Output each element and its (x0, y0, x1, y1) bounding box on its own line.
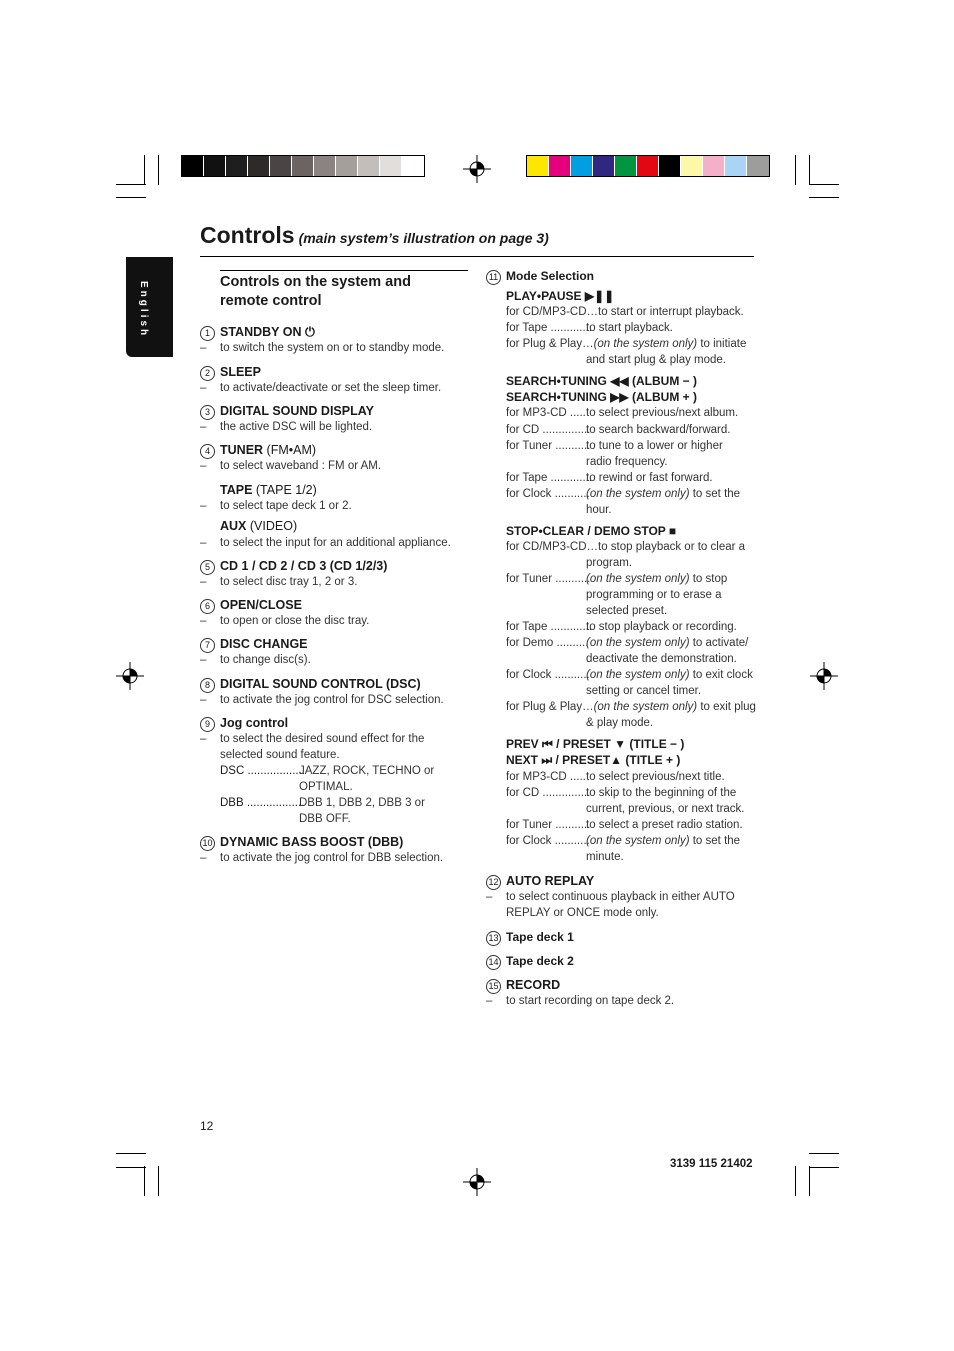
dash: – (200, 460, 207, 472)
item-heading: CD 1 / CD 2 / CD 3 (CD 1/2/3) (220, 559, 388, 573)
item-description: to switch the system on or to standby mode. (220, 342, 445, 354)
item-heading: OPEN/CLOSE (220, 598, 302, 612)
color-swatch (336, 156, 358, 176)
mode-value: current, previous, or next track. (586, 803, 745, 815)
item-number: 12 (486, 875, 501, 890)
item-description: to open or close the disc tray. (220, 615, 370, 627)
mode-label: for Tape ............. (506, 472, 593, 484)
item-number: 10 (200, 836, 215, 851)
mode-value: (on the system only) to exit clock (586, 669, 753, 681)
item-heading: Tape deck 2 (506, 954, 574, 968)
item-description: to select tape deck 1 or 2. (220, 500, 352, 512)
color-swatch (226, 156, 248, 176)
item-heading: Tape deck 1 (506, 930, 574, 944)
item-number: 2 (200, 366, 215, 381)
option-value: DBB 1, DBB 2, DBB 3 or (299, 797, 425, 809)
item-description: to select continuous playback in either AUTO (506, 891, 735, 903)
color-swatch (402, 156, 424, 176)
mode-value: to stop playback or recording. (586, 621, 737, 633)
mode-value: & play mode. (586, 717, 654, 729)
mode-value: (on the system only) to set the (586, 488, 741, 500)
color-swatch (681, 156, 703, 176)
control-heading: SEARCH•TUNING ▶▶ (ALBUM + ) (506, 390, 697, 404)
item-number: 14 (486, 955, 501, 970)
mode-label: for MP3-CD ..... (506, 771, 586, 783)
color-swatch (747, 156, 769, 176)
mode-label: for Tuner ........... (506, 819, 591, 831)
page-title: Controls (main system’s illustration on page 3) (200, 222, 549, 248)
mode-label: for Tape ............. (506, 322, 593, 334)
item-number: 6 (200, 599, 215, 614)
crop-mark (795, 155, 796, 185)
item-description: to activate/deactivate or set the sleep timer. (220, 382, 442, 394)
mode-label: for Tuner ........... (506, 573, 591, 585)
description: program. (586, 557, 633, 569)
item-description: the active DSC will be lighted. (220, 421, 373, 433)
item-heading: RECORD (506, 978, 561, 992)
description: for CD/MP3-CD…to stop playback or to clear a (506, 541, 746, 553)
color-swatch (549, 156, 571, 176)
crop-mark (809, 184, 839, 185)
item-description: to select waveband : FM or AM. (220, 460, 382, 472)
mode-value: to select a preset radio station. (586, 819, 743, 831)
option-label: DBB .................. (220, 797, 305, 809)
dash: – (200, 615, 207, 627)
color-swatch (637, 156, 659, 176)
mode-value: selected preset. (586, 605, 668, 617)
item-number: 15 (486, 979, 501, 994)
crop-mark (809, 1153, 839, 1154)
dash: – (486, 995, 493, 1007)
item-heading: TUNER (FM•AM) (220, 443, 317, 457)
mode-label: for Tuner ........... (506, 440, 591, 452)
color-swatch (358, 156, 380, 176)
dash: – (200, 694, 207, 706)
dash: – (200, 733, 207, 745)
dash: – (486, 891, 493, 903)
dash: – (200, 421, 207, 433)
registration-mark-icon (810, 662, 838, 690)
mode-value: hour. (586, 504, 612, 516)
color-swatch (270, 156, 292, 176)
registration-mark-icon (116, 662, 144, 690)
control-heading: PLAY•PAUSE ▶❚❚ (506, 289, 615, 303)
mode-value: to select previous/next title. (586, 771, 725, 783)
item-number: 11 (486, 270, 501, 285)
mode-value: deactivate the demonstration. (586, 653, 737, 665)
mode-value: to start playback. (586, 322, 673, 334)
control-heading: STOP•CLEAR / DEMO STOP ■ (506, 524, 677, 538)
item-number: 8 (200, 678, 215, 693)
description: for Plug & Play…(on the system only) to initiate (506, 338, 747, 350)
color-swatch (659, 156, 681, 176)
dash: – (200, 852, 207, 864)
crop-mark (809, 197, 839, 198)
crop-mark (144, 155, 145, 185)
mode-label: for Clock ........... (506, 488, 590, 500)
item-description: REPLAY or ONCE mode only. (506, 907, 659, 919)
item-number: 4 (200, 444, 215, 459)
mode-label: for Tape ............. (506, 621, 593, 633)
item-number: 9 (200, 717, 215, 732)
color-swatch (182, 156, 204, 176)
item-description: selected sound feature. (220, 749, 340, 761)
item-description: to start recording on tape deck 2. (506, 995, 675, 1007)
option-label: DSC .................. (220, 765, 305, 777)
item-heading: DISC CHANGE (220, 637, 308, 651)
mode-value: programming or to erase a (586, 589, 722, 601)
color-calibration-bar (526, 155, 770, 177)
control-heading: NEXT ⏭ / PRESET▲ (TITLE + ) (506, 753, 681, 767)
crop-mark (809, 1166, 810, 1196)
crop-mark (116, 1153, 146, 1154)
mode-label: for Demo .......... (506, 637, 589, 649)
registration-mark-icon (463, 155, 491, 183)
color-swatch (248, 156, 270, 176)
mode-label: for Clock ........... (506, 669, 590, 681)
control-heading: PREV ⏮ / PRESET ▼ (TITLE − ) (506, 737, 685, 751)
item-description: to select disc tray 1, 2 or 3. (220, 576, 358, 588)
mode-value: to search backward/forward. (586, 424, 731, 436)
mode-value: setting or cancel timer. (586, 685, 702, 697)
mode-label: for CD ............... (506, 424, 591, 436)
item-heading: SLEEP (220, 365, 261, 379)
item-description: to select the input for an additional appliance. (220, 537, 451, 549)
item-heading: DIGITAL SOUND DISPLAY (220, 404, 374, 418)
mode-value: (on the system only) to set the (586, 835, 741, 847)
dash: – (200, 500, 207, 512)
control-heading: SEARCH•TUNING ◀◀ (ALBUM − ) (506, 374, 697, 388)
section-heading: Controls on the system and remote control (220, 270, 468, 311)
color-swatch (527, 156, 549, 176)
page-number: 12 (200, 1119, 214, 1133)
item-heading: Mode Selection (506, 269, 595, 283)
crop-mark (116, 197, 146, 198)
mode-value: (on the system only) to stop (586, 573, 728, 585)
option-value: JAZZ, ROCK, TECHNO or (299, 765, 435, 777)
item-description: to change disc(s). (220, 654, 311, 666)
item-number: 3 (200, 405, 215, 420)
crop-mark (144, 1166, 145, 1196)
item-description: to activate the jog control for DSC selection. (220, 694, 444, 706)
language-tab-label: English (138, 281, 149, 339)
item-heading: DYNAMIC BASS BOOST (DBB) (220, 835, 404, 849)
item-heading: TAPE (TAPE 1/2) (220, 483, 317, 497)
mode-value: to tune to a lower or higher (586, 440, 723, 452)
color-swatch (703, 156, 725, 176)
mode-label: for CD ............... (506, 787, 591, 799)
mode-value: radio frequency. (586, 456, 668, 468)
crop-mark (158, 1166, 159, 1196)
item-heading: AUTO REPLAY (506, 874, 595, 888)
color-swatch (292, 156, 314, 176)
dash: – (200, 576, 207, 588)
color-swatch (204, 156, 226, 176)
dash: – (200, 654, 207, 666)
item-heading: AUX (VIDEO) (220, 519, 298, 533)
crop-mark (158, 155, 159, 185)
mode-value: to skip to the beginning of the (586, 787, 737, 799)
item-number: 5 (200, 560, 215, 575)
crop-mark (116, 184, 146, 185)
crop-mark (116, 1167, 146, 1168)
mode-label: for Clock ........... (506, 835, 590, 847)
color-swatch (314, 156, 336, 176)
color-swatch (615, 156, 637, 176)
registration-mark-icon (463, 1168, 491, 1196)
page-subtitle: (main system’s illustration on page 3) (298, 230, 549, 246)
mode-value: to select previous/next album. (586, 407, 739, 419)
item-number: 13 (486, 931, 501, 946)
mode-value: (on the system only) to activate/ (586, 637, 749, 649)
dash: – (200, 537, 207, 549)
crop-mark (809, 1167, 839, 1168)
mode-label: for MP3-CD ..... (506, 407, 586, 419)
item-heading: Jog control (220, 716, 289, 730)
item-number: 1 (200, 326, 215, 341)
document-code: 3139 115 21402 (670, 1158, 753, 1170)
item-description: to select the desired sound effect for the (220, 733, 425, 745)
mode-value: and start plug & play mode. (586, 354, 726, 366)
dash: – (200, 342, 207, 354)
mode-value: minute. (586, 851, 624, 863)
language-tab (126, 257, 173, 357)
crop-mark (809, 155, 810, 185)
color-swatch (571, 156, 593, 176)
color-swatch (725, 156, 747, 176)
dash: – (200, 382, 207, 394)
option-value: OPTIMAL. (299, 781, 353, 793)
description: for CD/MP3-CD…to start or interrupt playback. (506, 306, 744, 318)
crop-mark (795, 1166, 796, 1196)
color-swatch (593, 156, 615, 176)
color-swatch (380, 156, 402, 176)
title-rule (200, 256, 754, 257)
item-description: to activate the jog control for DBB selection. (220, 852, 444, 864)
option-value: DBB OFF. (299, 813, 351, 825)
grayscale-color-bar (181, 155, 425, 177)
item-number: 7 (200, 638, 215, 653)
mode-value: to rewind or fast forward. (586, 472, 713, 484)
item-heading: DIGITAL SOUND CONTROL (DSC) (220, 677, 421, 691)
item-heading: STANDBY ON ⏻ (220, 325, 315, 339)
description: for Plug & Play…(on the system only) to exit plug (506, 701, 756, 713)
